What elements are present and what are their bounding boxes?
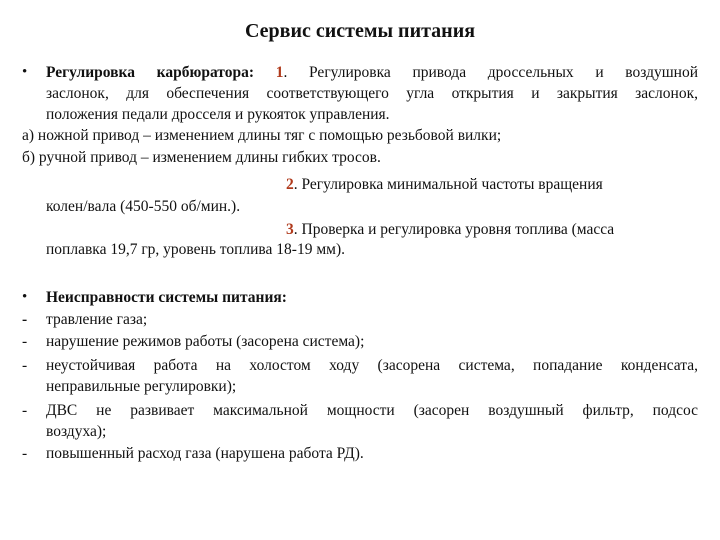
fault-item-3-line2: неправильные регулировки);: [46, 378, 237, 395]
bullet-icon: •: [22, 64, 28, 80]
dash-icon: -: [22, 311, 28, 328]
fault-item-4-line2: воздуха);: [46, 423, 107, 440]
fault-item-2: нарушение режимов работы (засорена система);: [46, 333, 365, 350]
item3-text-line2: поплавка 19,7 гр, уровень топлива 18-19 мм).: [46, 241, 345, 258]
item-b: б) ручной привод – изменением длины гибких тросов.: [22, 149, 381, 166]
item2-line1: [286, 174, 603, 195]
item3-number: 3: [286, 221, 294, 238]
item-a: а) ножной привод – изменением длины тяг с помощью резьбовой вилки;: [22, 127, 502, 144]
carburetor-adjustment-line1: [46, 62, 698, 83]
section2-heading: Неисправности системы питания:: [46, 289, 287, 306]
item2-number: 2: [286, 176, 294, 193]
dash-icon: -: [22, 445, 28, 462]
item3-line1: [286, 219, 614, 240]
item1-number: 1: [275, 64, 284, 81]
page-title: Сервис системы питания: [244, 20, 476, 42]
item2-text-line1: . Регулировка минимальной частоты вращения: [293, 176, 603, 193]
item3-text-line1: . Проверка и регулировка уровня топлива (масса: [293, 221, 615, 238]
item1-text-line3: положения педали дросселя и рукояток управления.: [46, 106, 390, 123]
fault-item-4-line1: ДВС не развивает максимальной мощности (засорен воздушный фильтр, подсос: [46, 402, 698, 419]
bullet-icon: •: [22, 289, 28, 305]
fault-item-5: повышенный расход газа (нарушена работа РД).: [46, 445, 364, 462]
dash-icon: -: [22, 402, 28, 419]
dash-icon: -: [22, 333, 28, 350]
fault-item-3-line1: неустойчивая работа на холостом ходу (засорена система, попадание конденсата,: [46, 357, 698, 374]
item1-text-line2: заслонок, для обеспечения соответствующего угла открытия и закрытия заслонок,: [46, 85, 698, 102]
fault-item-1: травление газа;: [46, 311, 148, 328]
section1-heading: Регулировка карбюратора:: [46, 64, 254, 81]
dash-icon: -: [22, 357, 28, 374]
item2-text-line2: колен/вала (450-550 об/мин.).: [46, 198, 241, 215]
item1-text-line1: . Регулировка привода дроссельных и воздушной: [283, 64, 699, 81]
